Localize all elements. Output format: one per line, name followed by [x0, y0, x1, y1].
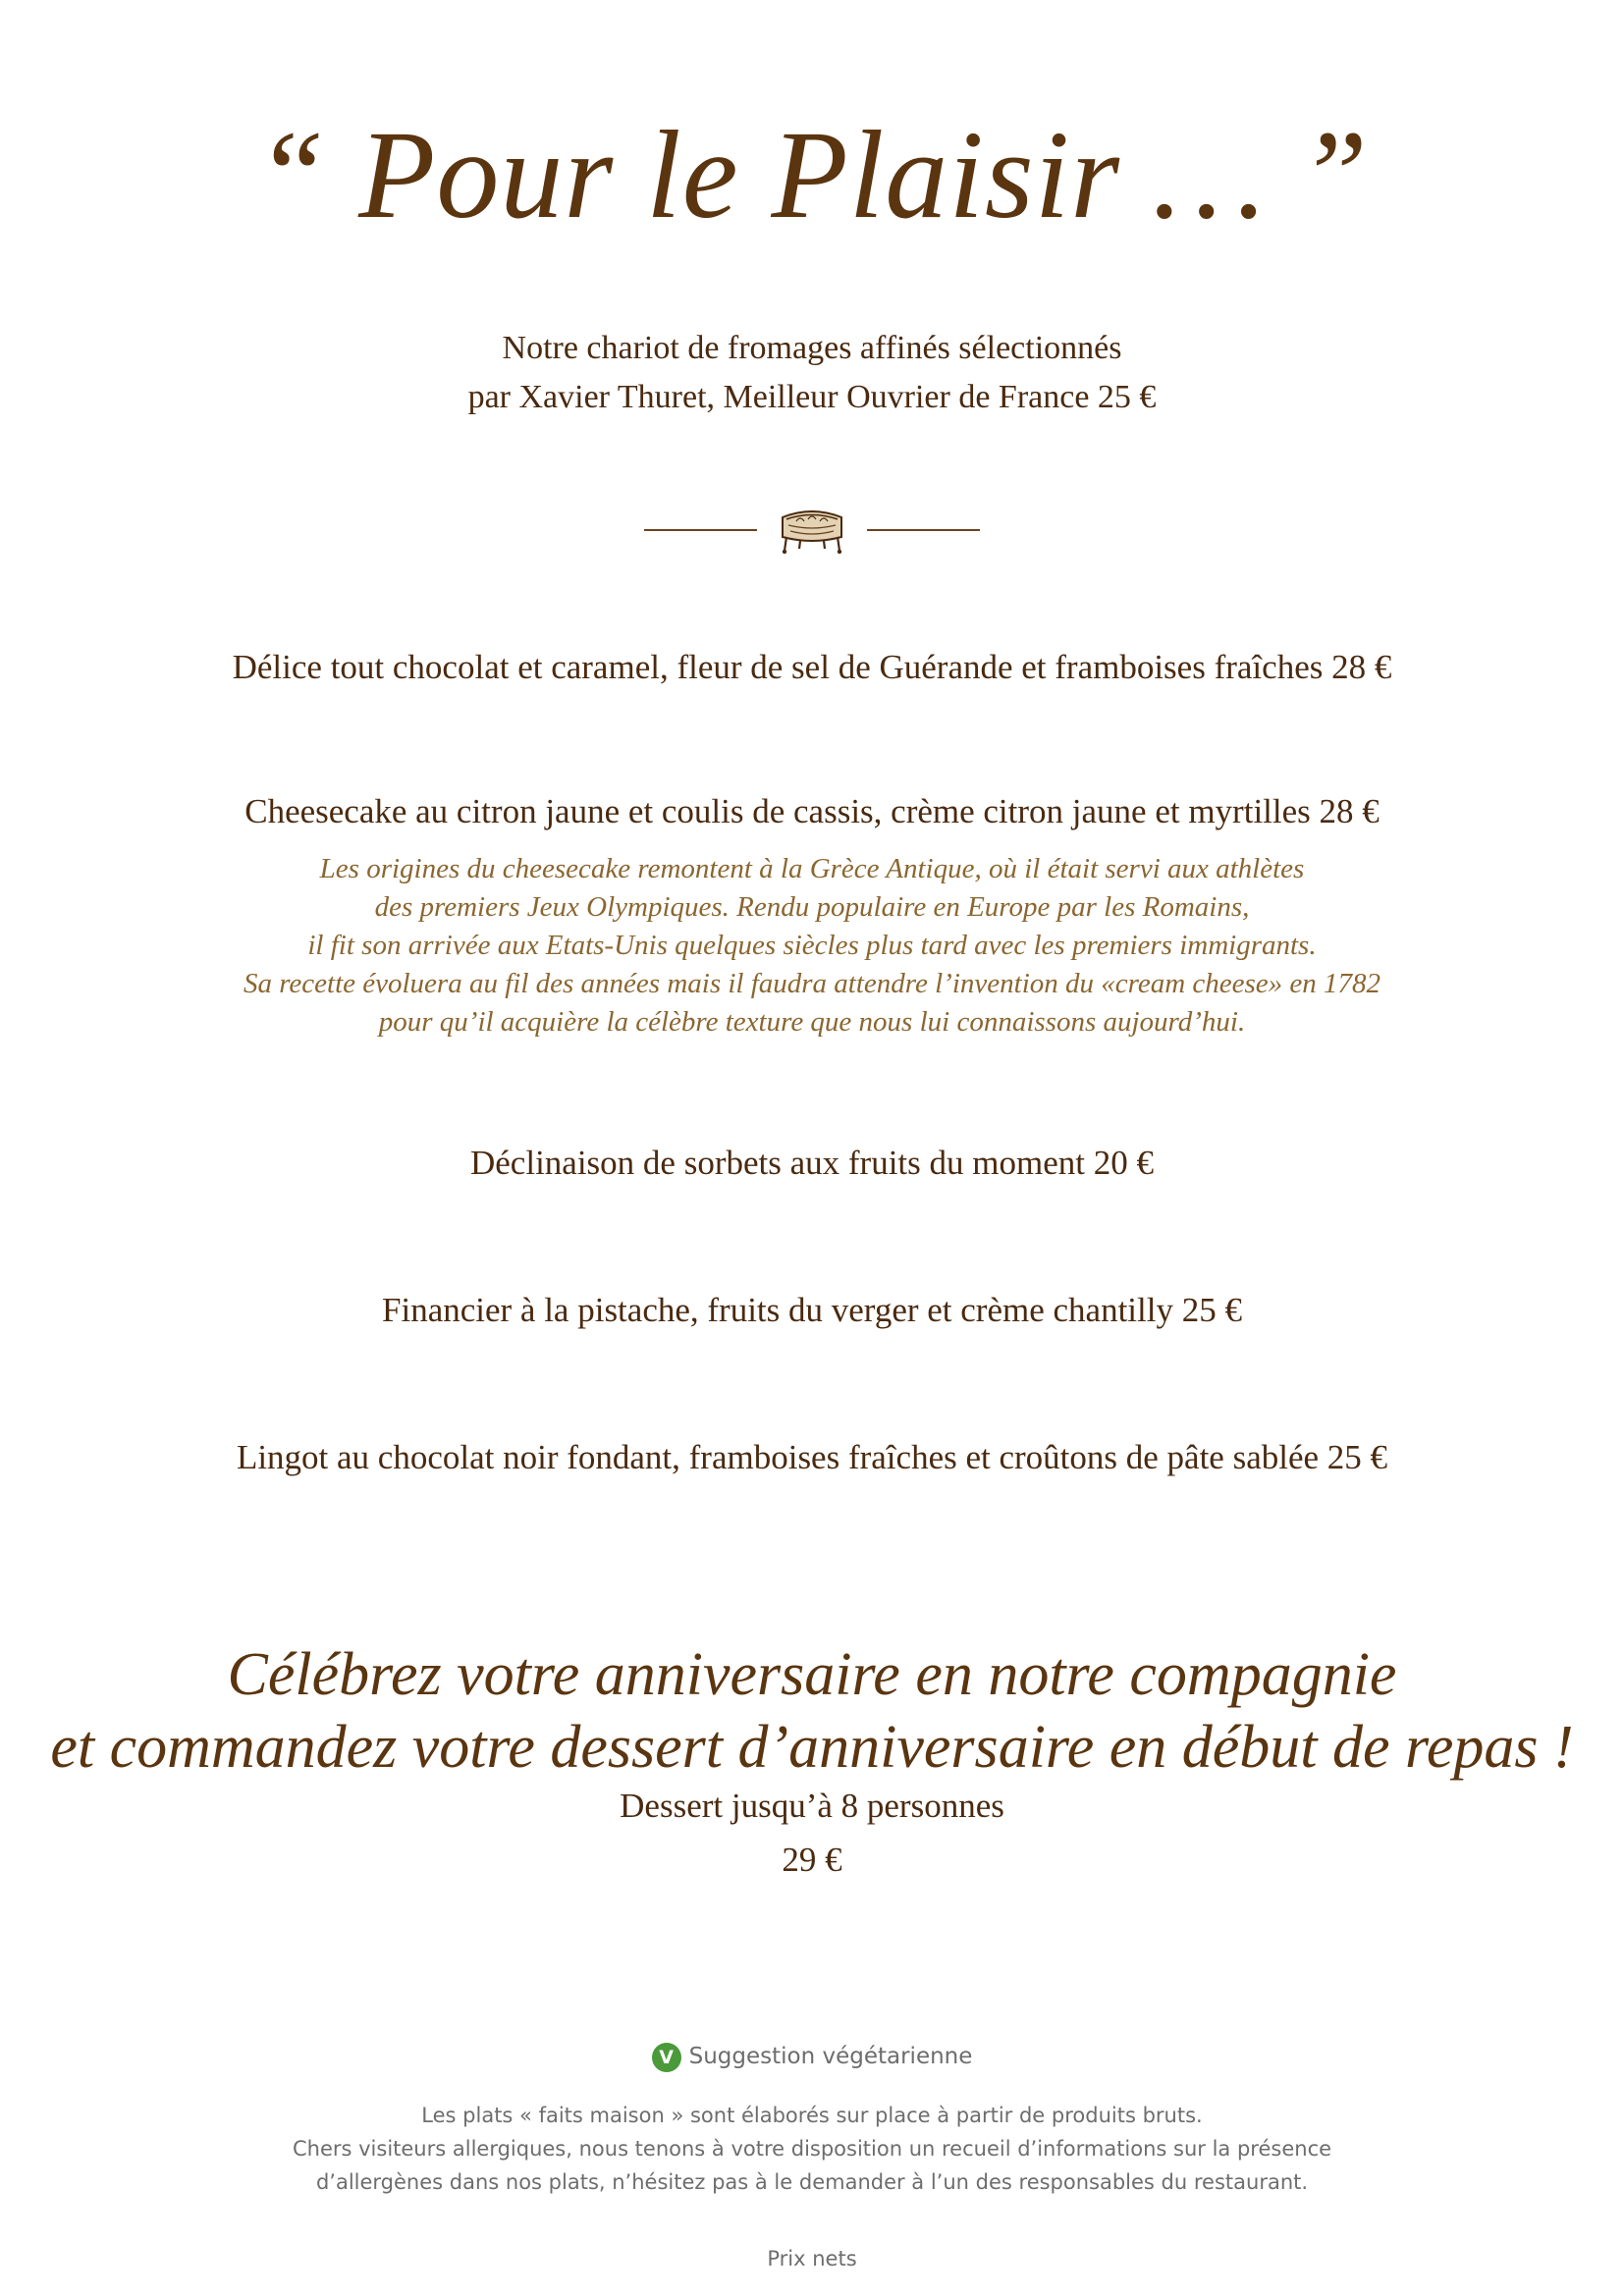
vegetarian-legend: [0, 2040, 1624, 2073]
birthday-line-1: Célébrez votre anniversaire en notre compagnie: [227, 1641, 1397, 1708]
vegetarian-icon: V: [652, 2043, 681, 2072]
dessert-item: Déclinaison de sorbets aux fruits du moment 20 €: [470, 1144, 1154, 1182]
cheesecake-story-line: Sa recette évoluera au fil des années mais il faudra attendre l’invention du «cream cheese» en 1782: [243, 968, 1381, 999]
divider-rule-right: [867, 529, 980, 531]
birthday-price: 29 €: [782, 1841, 842, 1879]
dessert-item: Délice tout chocolat et caramel, fleur de sel de Guérande et framboises fraîches 28 €: [232, 648, 1392, 686]
cheesecake-story-line: pour qu’il acquière la célèbre texture que nous lui connaissons aujourd’hui.: [378, 1006, 1246, 1038]
birthday-people: Dessert jusqu’à 8 personnes: [620, 1787, 1004, 1825]
footer-note: Les plats « faits maison » sont élaborés sur place à partir de produits bruts.: [421, 2104, 1203, 2127]
footer-note: d’allergènes dans nos plats, n’hésitez pas à le demander à l’un des responsables du restaurant.: [315, 2170, 1309, 2194]
cheese-trolley-icon: [777, 502, 847, 560]
divider-rule-left: [644, 529, 757, 531]
vegetarian-label: Suggestion végétarienne: [688, 2044, 973, 2069]
cheesecake-story-line: Les origines du cheesecake remontent à la Grèce Antique, où il était servi aux athlètes: [319, 853, 1305, 884]
birthday-line-2: et commandez votre dessert d’anniversaire en début de repas !: [50, 1714, 1574, 1781]
cheesecake-story-line: il fit son arrivée aux Etats-Unis quelques siècles plus tard avec les premiers immigrants.: [307, 930, 1317, 961]
dessert-item: Financier à la pistache, fruits du verger et crème chantilly 25 €: [382, 1291, 1242, 1329]
net-prices: Prix nets: [767, 2247, 857, 2270]
ornamental-divider: [0, 503, 1624, 558]
cheese-line-1: Notre chariot de fromages affinés sélectionnés: [502, 330, 1122, 366]
dessert-item: Cheesecake au citron jaune et coulis de cassis, crème citron jaune et myrtilles 28 €: [244, 792, 1380, 830]
footer-note: Chers visiteurs allergiques, nous tenons à votre disposition un recueil d’informations sur la présence: [292, 2137, 1332, 2161]
cheesecake-story-line: des premiers Jeux Olympiques. Rendu populaire en Europe par les Romains,: [374, 891, 1250, 923]
page-title: “ Pour le Plaisir … ”: [254, 105, 1370, 244]
cheese-line-2: par Xavier Thuret, Meilleur Ouvrier de France 25 €: [467, 379, 1157, 415]
dessert-item: Lingot au chocolat noir fondant, framboises fraîches et croûtons de pâte sablée 25 €: [236, 1438, 1388, 1476]
